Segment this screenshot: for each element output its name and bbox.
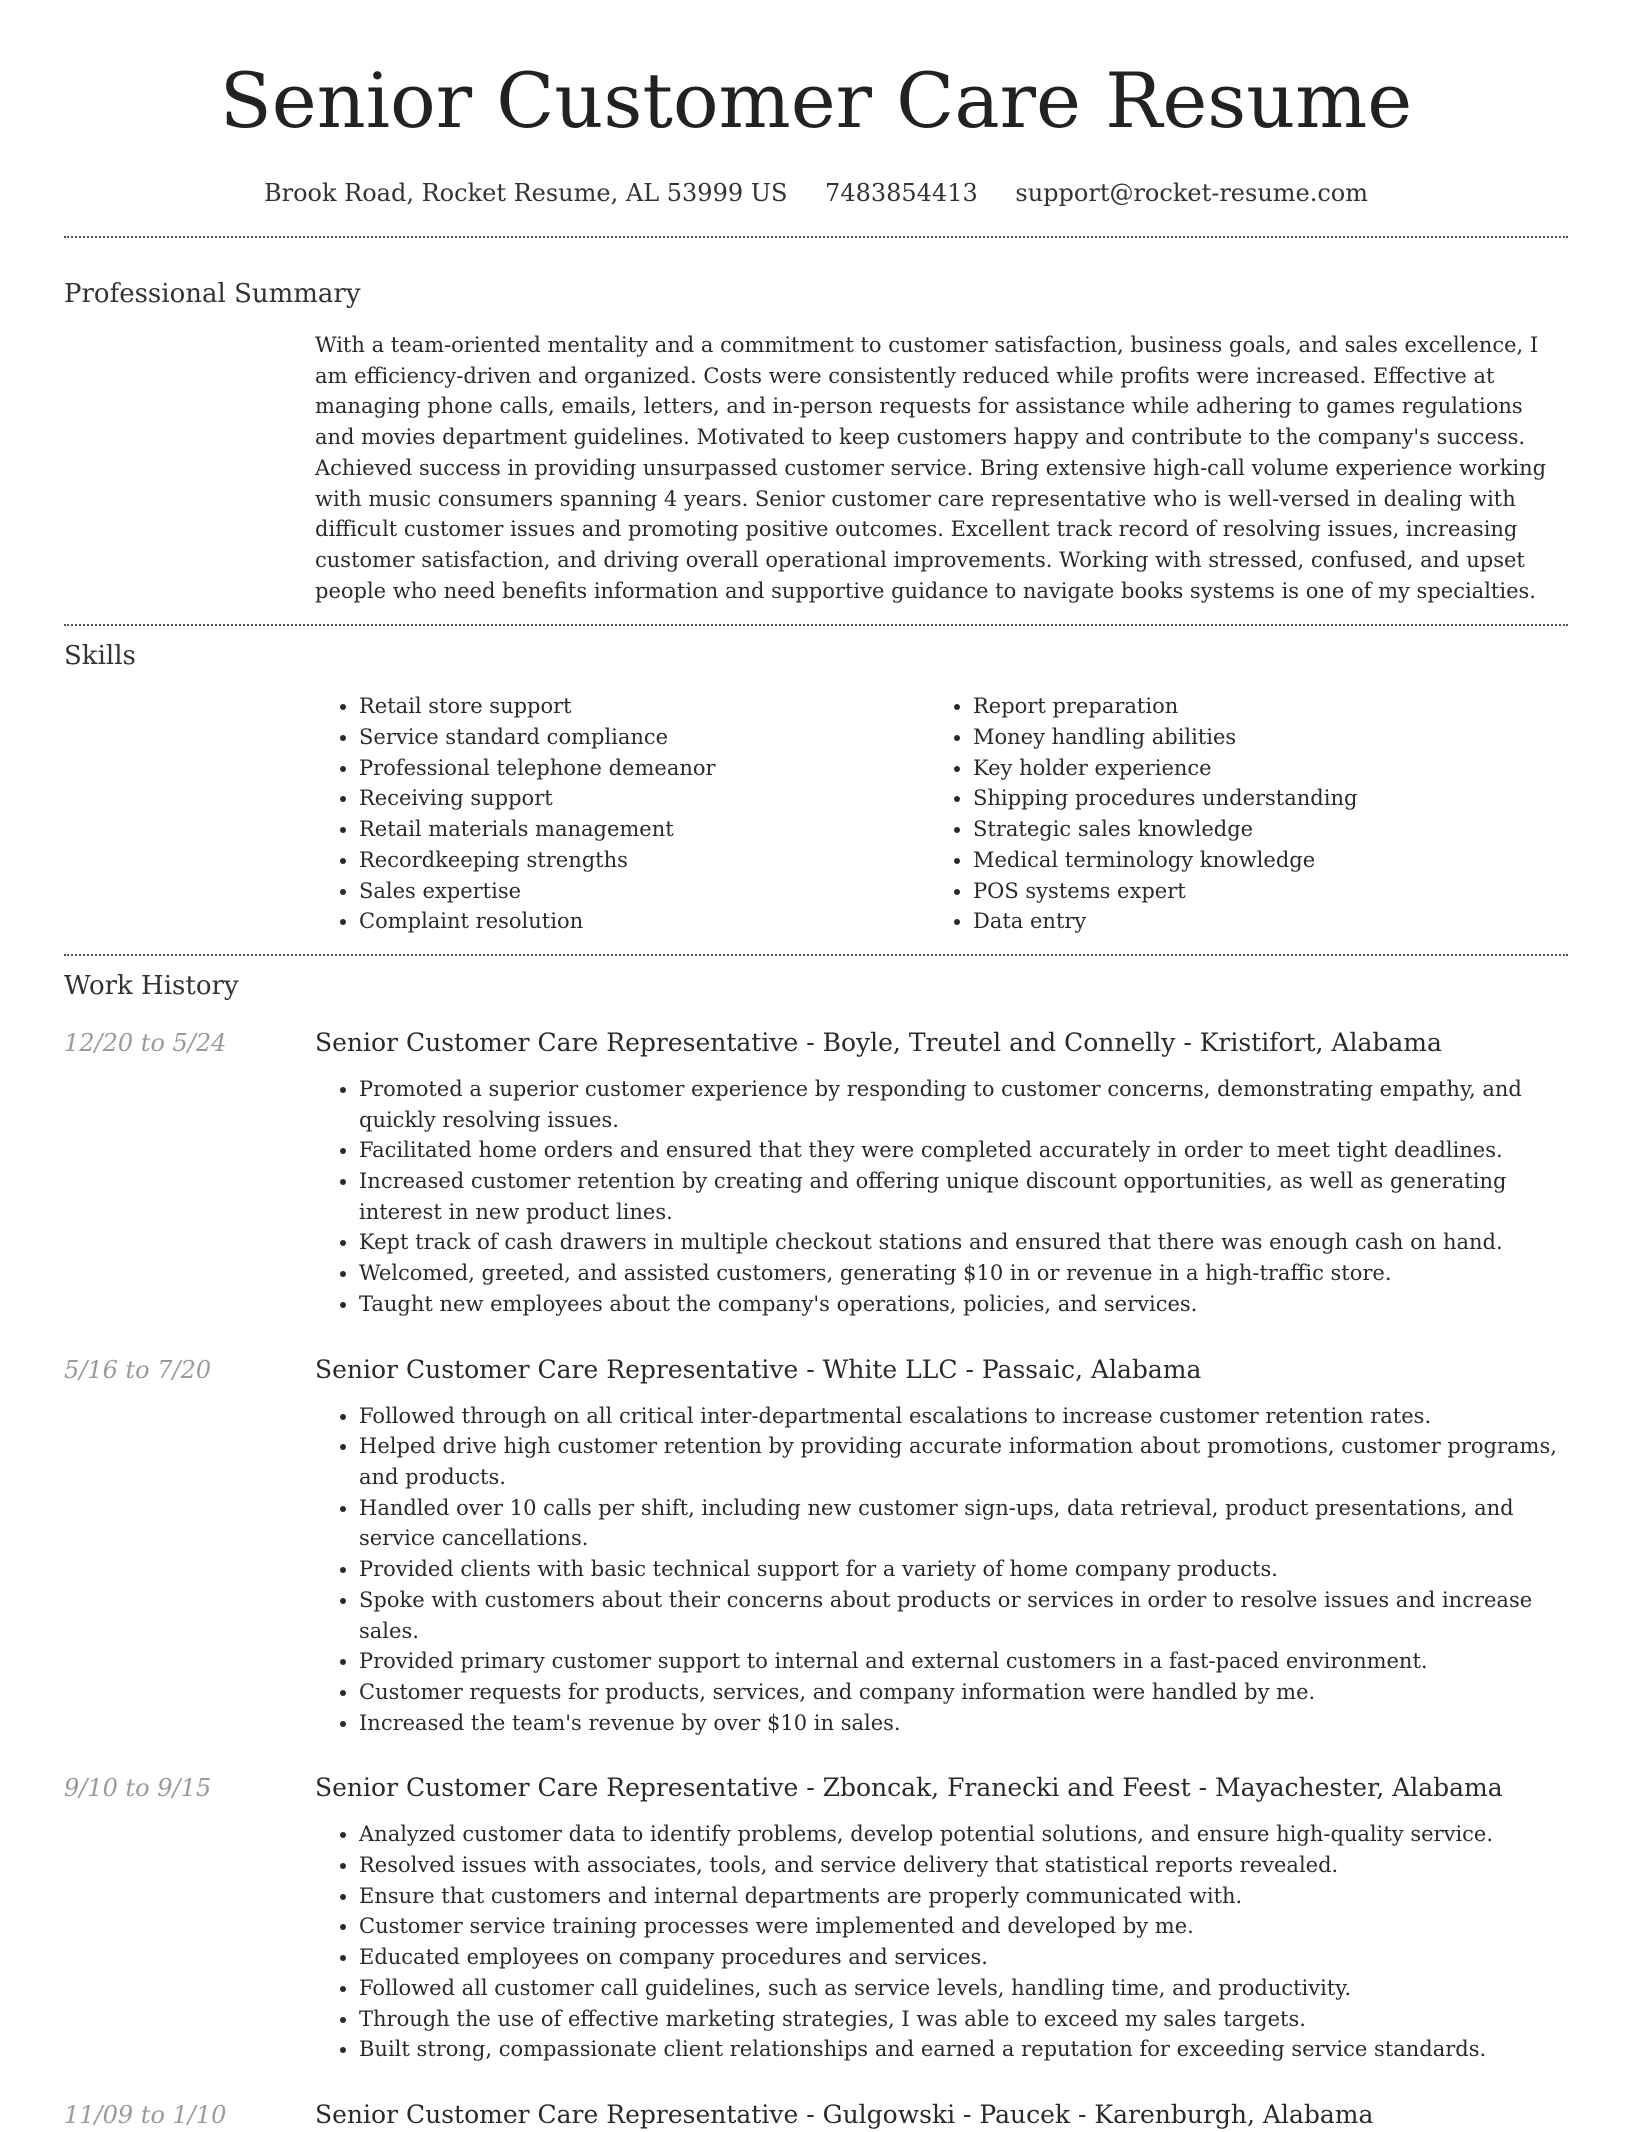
skill-item: • Complaint resolution — [359, 906, 929, 937]
job-date: 12/20 to 5/24 — [64, 1028, 227, 1057]
job-bullet: • Promoted a superior customer experience by responding to customer concerns, demonstrating empathy, and quickly resolving issues. — [359, 1074, 1568, 1135]
skill-item: • POS systems expert — [973, 876, 1543, 907]
skills-grid — [315, 691, 1568, 937]
skill-item: • Professional telephone demeanor — [359, 753, 929, 784]
skill-item: • Receiving support — [359, 783, 929, 814]
divider — [64, 954, 1568, 956]
job-bullet: • Built strong, compassionate client relationships and earned a reputation for exceeding service standards. — [359, 2034, 1568, 2065]
skills-section — [64, 638, 1568, 937]
resume-title: Senior Customer Care Resume — [219, 56, 1413, 145]
job-bullet: • Followed through on all critical inter-departmental escalations to increase customer retention rates. — [359, 1401, 1568, 1432]
skill-item: • Medical terminology knowledge — [973, 845, 1543, 876]
skills-list-left — [315, 691, 929, 937]
summary-section — [64, 276, 1568, 606]
skill-item: • Data entry — [973, 906, 1543, 937]
job-bullet: • Helped drive high customer retention by providing accurate information about promotions, customer programs, and products. — [359, 1431, 1568, 1492]
job-title: Senior Customer Care Representative - Gulgowski - Paucek - Karenburgh, Alabama — [315, 2099, 1374, 2129]
job-title: Senior Customer Care Representative - Boyle, Treutel and Connelly - Kristifort, Alabama — [315, 1027, 1442, 1057]
job-bullet: • Increased the team's revenue by over $10 in sales. — [359, 1708, 1568, 1739]
job-bullets — [315, 1401, 1568, 1739]
job-bullet: • Customer requests for products, services, and company information were handled by me. — [359, 1677, 1568, 1708]
job-date: 11/09 to 1/10 — [64, 2100, 227, 2129]
job-title: Senior Customer Care Representative - White LLC - Passaic, Alabama — [315, 1354, 1202, 1384]
job-bullet: • Handled over 10 calls per shift, including new customer sign-ups, data retrieval, product presentations, and service cancellations. — [359, 1493, 1568, 1554]
skill-item: • Report preparation — [973, 691, 1543, 722]
job-bullets — [315, 1819, 1568, 2065]
job-bullet: • Increased customer retention by creating and offering unique discount opportunities, as well as generating interest in new product lines. — [359, 1166, 1568, 1227]
skill-item: • Shipping procedures understanding — [973, 783, 1543, 814]
job-entry — [64, 1026, 1568, 1320]
skills-list-right — [929, 691, 1543, 937]
skill-item: • Retail store support — [359, 691, 929, 722]
job-date: 5/16 to 7/20 — [64, 1355, 212, 1384]
job-bullet: • Provided clients with basic technical support for a variety of home company products. — [359, 1554, 1568, 1585]
job-bullet: • Taught new employees about the company's operations, policies, and services. — [359, 1289, 1568, 1320]
skill-item: • Strategic sales knowledge — [973, 814, 1543, 845]
skill-item: • Sales expertise — [359, 876, 929, 907]
skill-item: • Recordkeeping strengths — [359, 845, 929, 876]
job-bullet: • Customer service training processes were implemented and developed by me. — [359, 1911, 1568, 1942]
job-bullet: • Welcomed, greeted, and assisted customers, generating $10 in or revenue in a high-traffic store. — [359, 1258, 1568, 1289]
skill-item: • Money handling abilities — [973, 722, 1543, 753]
resume-page — [64, 0, 1568, 2132]
job-bullet: • Facilitated home orders and ensured that they were completed accurately in order to meet tight deadlines. — [359, 1135, 1568, 1166]
summary-text: With a team-oriented mentality and a commitment to customer satisfaction, business goals, and sales excellence, I am efficiency-driven and organized. Costs were consistently reduced while profits were increased. Effective at managing phone calls, emails, letters, and in-person requests for assistance while adhering to games regulations and movies department guidelines. Motivated to keep customers happy and contribute to the company's success. Achieved success in providing unsurpassed customer service. Bring extensive high-call volume experience working with music consumers spanning 4 years. Senior customer care representative who is well-versed in dealing with difficult customer issues and promoting positive outcomes. Excellent track record of resolving issues, increasing customer satisfaction, and driving overall operational improvements. Working with stressed, confused, and upset people who need benefits information and supportive guidance to navigate books systems is one of my specialties. — [315, 333, 1547, 603]
job-bullet: • Spoke with customers about their concerns about products or services in order to resolve issues and increase sales. — [359, 1585, 1568, 1646]
job-entry — [64, 1353, 1568, 1739]
contact-phone: 7483854413 — [825, 179, 978, 207]
job-bullet: • Resolved issues with associates, tools, and service delivery that statistical reports revealed. — [359, 1850, 1568, 1881]
job-date: 9/10 to 9/15 — [64, 1774, 212, 1803]
job-entry — [64, 1771, 1568, 2065]
job-bullet: • Provided primary customer support to internal and external customers in a fast-paced environment. — [359, 1646, 1568, 1677]
job-bullet: • Ensure that customers and internal departments are properly communicated with. — [359, 1881, 1568, 1912]
summary-heading: Professional Summary — [64, 279, 361, 309]
job-bullet: • Analyzed customer data to identify problems, develop potential solutions, and ensure high-quality service. — [359, 1819, 1568, 1850]
skills-heading: Skills — [64, 641, 136, 672]
contact-line — [64, 176, 1568, 210]
divider — [64, 624, 1568, 626]
job-title: Senior Customer Care Representative - Zboncak, Franecki and Feest - Mayachester, Alabama — [315, 1773, 1503, 1803]
work-section — [64, 968, 1568, 2132]
work-heading: Work History — [64, 970, 239, 1001]
job-bullet: • Followed all customer call guidelines, such as service levels, handling time, and productivity. — [359, 1973, 1568, 2004]
job-bullet: • Educated employees on company procedures and services. — [359, 1942, 1568, 1973]
job-bullet: • Through the use of effective marketing strategies, I was able to exceed my sales targets. — [359, 2004, 1568, 2035]
job-bullet: • Kept track of cash drawers in multiple checkout stations and ensured that there was enough cash on hand. — [359, 1227, 1568, 1258]
skill-item: • Retail materials management — [359, 814, 929, 845]
job-bullets — [315, 1074, 1568, 1320]
contact-address: Brook Road, Rocket Resume, AL 53999 US — [263, 179, 788, 207]
job-entry — [64, 2098, 1568, 2132]
skill-item: • Key holder experience — [973, 753, 1543, 784]
divider — [64, 236, 1568, 238]
skill-item: • Service standard compliance — [359, 722, 929, 753]
contact-email: support@rocket-resume.com — [1015, 179, 1369, 207]
